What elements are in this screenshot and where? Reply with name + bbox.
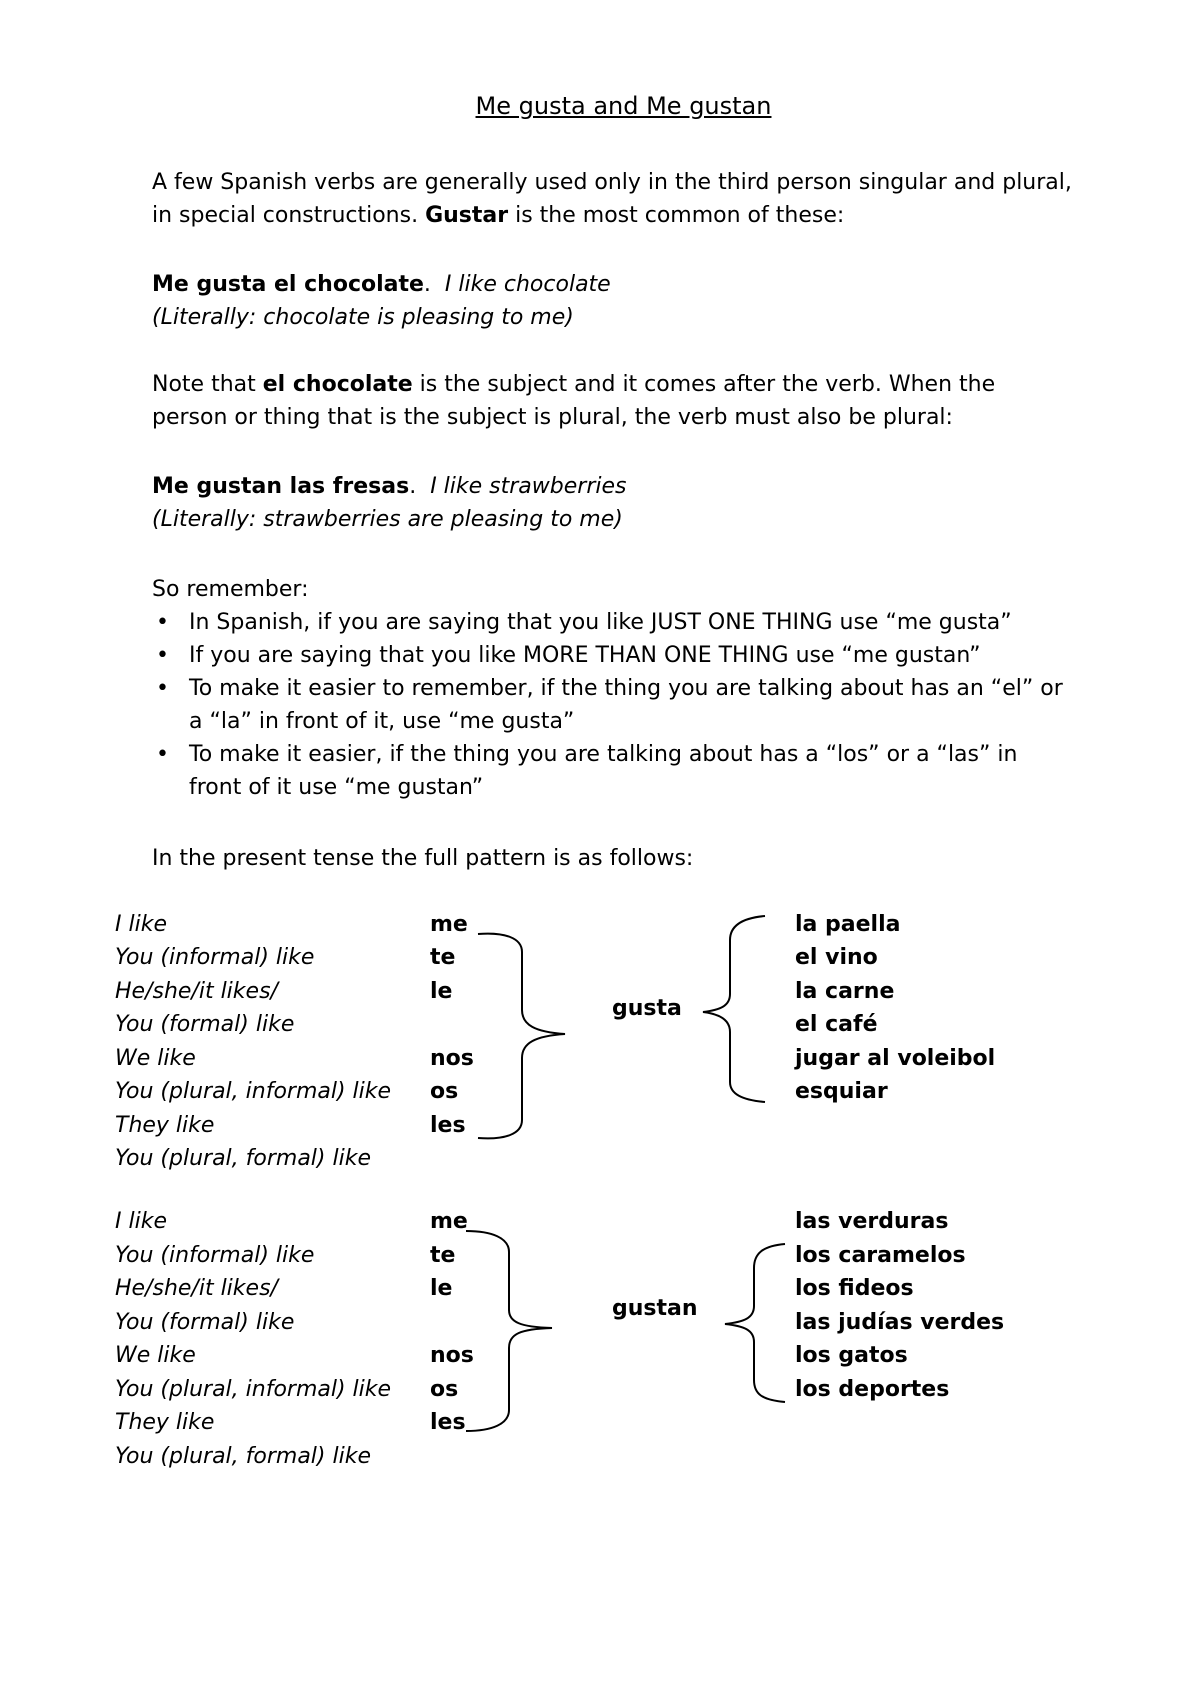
object-label: las verduras <box>795 1209 949 1234</box>
left-brace-icon <box>703 916 765 1102</box>
example-1-literal: (Literally: chocolate is pleasing to me) <box>152 305 574 330</box>
pronoun: les <box>430 1410 466 1435</box>
object-label: la carne <box>795 979 895 1004</box>
right-brace-icon <box>478 934 565 1139</box>
pronoun: les <box>430 1113 466 1138</box>
subject-label: You (plural, informal) like <box>115 1377 392 1402</box>
object-label: el vino <box>795 945 878 970</box>
right-brace-icon <box>466 1231 552 1431</box>
pattern-intro: In the present tense the full pattern is as follows: <box>152 846 694 871</box>
pronoun: le <box>430 1276 453 1301</box>
remember-heading: So remember: <box>152 577 309 602</box>
pronoun: le <box>430 979 453 1004</box>
example-2-english: I like strawberries <box>430 474 627 499</box>
pronoun: me <box>430 1209 468 1234</box>
object-label: las judías verdes <box>795 1310 1005 1335</box>
left-brace-icon <box>725 1244 785 1402</box>
object-label: los deportes <box>795 1377 950 1402</box>
example-2-spanish: Me gustan las fresas <box>152 474 410 499</box>
pronoun: me <box>430 912 468 937</box>
verb-gusta: gusta <box>612 996 682 1021</box>
bullet-text: In Spanish, if you are saying that you like JUST ONE THING use “me gusta” <box>189 610 1012 635</box>
bullet-text: If you are saying that you like MORE THAN ONE THING use “me gustan” <box>189 643 981 668</box>
bullet-text: a “la” in front of it, use “me gusta” <box>189 709 575 734</box>
object-label: jugar al voleibol <box>795 1046 996 1071</box>
bullet-icon: • <box>156 643 169 668</box>
subject-label: You (plural, formal) like <box>115 1444 371 1469</box>
subject-label: We like <box>115 1046 196 1071</box>
object-label: los caramelos <box>795 1243 966 1268</box>
subject-label: They like <box>115 1410 215 1435</box>
subject-label: I like <box>115 912 167 937</box>
subject-label: You (plural, informal) like <box>115 1079 392 1104</box>
verb-gustan: gustan <box>612 1296 698 1321</box>
note-text: Note that <box>152 372 263 397</box>
subject-label: He/she/it likes/ <box>115 1276 278 1301</box>
subject-label: You (plural, formal) like <box>115 1146 371 1171</box>
gustar-term: Gustar <box>425 203 509 228</box>
example-2-dot: . <box>409 474 417 499</box>
pronoun: te <box>430 1243 456 1268</box>
object-label: los gatos <box>795 1343 908 1368</box>
note-subject-term: el chocolate <box>262 372 413 397</box>
object-label: la paella <box>795 912 901 937</box>
example-1-dot: . <box>423 272 431 297</box>
subject-label: I like <box>115 1209 167 1234</box>
subject-label: You (informal) like <box>115 1243 315 1268</box>
subject-label: You (formal) like <box>115 1310 295 1335</box>
intro-text-end: is the most common of these: <box>508 203 845 228</box>
object-label: esquiar <box>795 1079 888 1104</box>
bullet-text: To make it easier, if the thing you are talking about has a “los” or a “las” in <box>189 742 1018 767</box>
intro-line-1: A few Spanish verbs are generally used only in the third person singular and plural, <box>152 170 1072 195</box>
example-1-spanish: Me gusta el chocolate <box>152 272 424 297</box>
subject-label: They like <box>115 1113 215 1138</box>
bullet-icon: • <box>156 742 169 767</box>
bullet-icon: • <box>156 676 169 701</box>
bullet-icon: • <box>156 610 169 635</box>
subject-label: You (formal) like <box>115 1012 295 1037</box>
object-label: el café <box>795 1012 878 1037</box>
note-text-end: is the subject and it comes after the verb. When the <box>412 372 996 397</box>
pronoun: os <box>430 1377 459 1402</box>
note-line-2: person or thing that is the subject is plural, the verb must also be plural: <box>152 405 953 430</box>
page-title: Me gusta and Me gustan <box>475 92 772 120</box>
subject-label: He/she/it likes/ <box>115 979 278 1004</box>
pronoun: nos <box>430 1046 474 1071</box>
pronoun: nos <box>430 1343 474 1368</box>
pronoun: os <box>430 1079 459 1104</box>
example-1-english: I like chocolate <box>444 272 611 297</box>
object-label: los fideos <box>795 1276 914 1301</box>
pronoun: te <box>430 945 456 970</box>
subject-label: You (informal) like <box>115 945 315 970</box>
subject-label: We like <box>115 1343 196 1368</box>
bullet-text: front of it use “me gustan” <box>189 775 484 800</box>
example-2-literal: (Literally: strawberries are pleasing to me) <box>152 507 623 532</box>
bullet-text: To make it easier to remember, if the thing you are talking about has an “el” or <box>189 676 1063 701</box>
intro-text: in special constructions. <box>152 203 426 228</box>
